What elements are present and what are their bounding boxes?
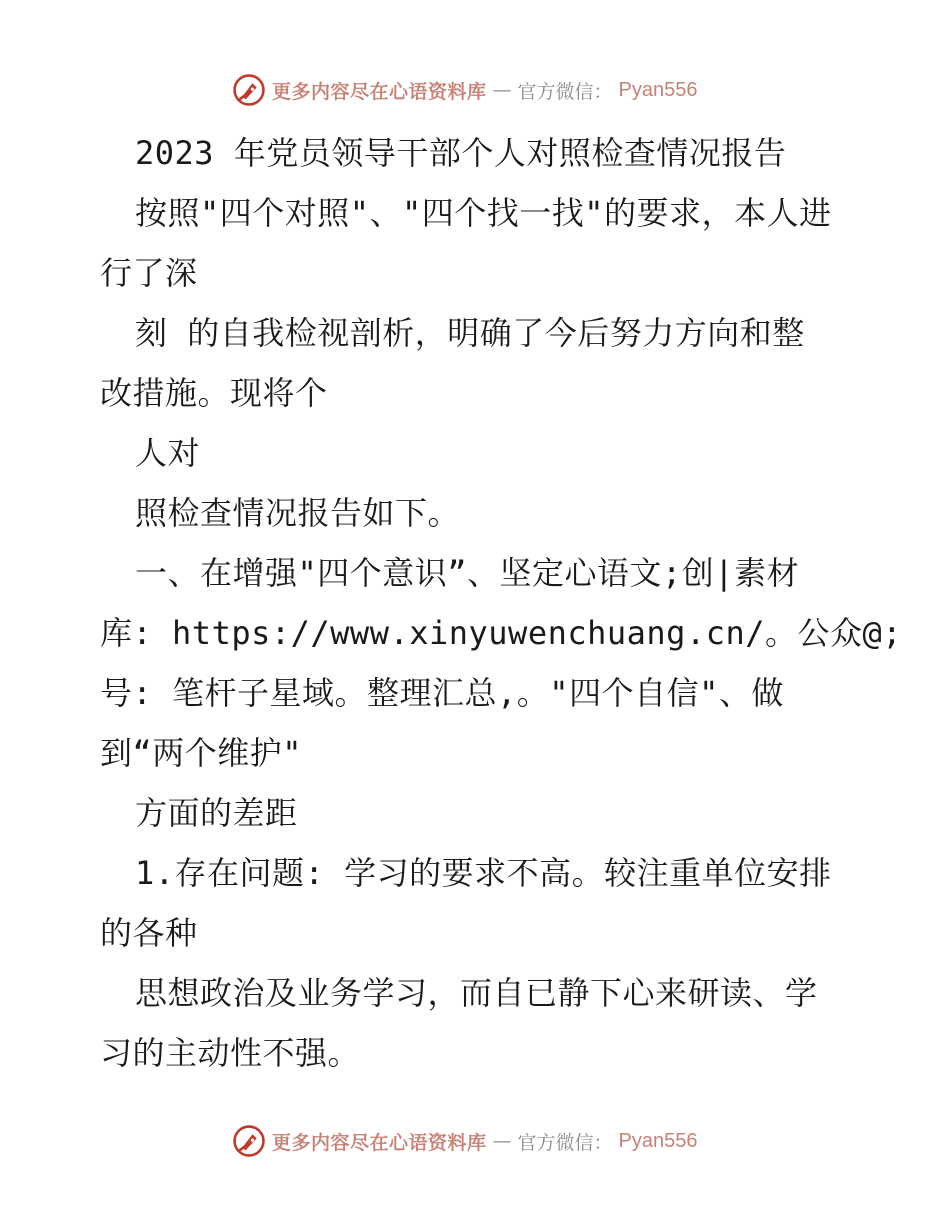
document-body — [100, 123, 903, 1083]
paragraph-line: 按照"四个对照"、"四个找一找"的要求，本人进 — [135, 194, 832, 232]
paragraph-line: 行了深 — [100, 254, 198, 292]
wechat-label: 官方微信： — [517, 1131, 613, 1154]
paragraph-line: 库: https://www.xinyuwenchuang.cn/。公众@; — [100, 614, 903, 652]
wechat-id: Pyan556 — [618, 78, 698, 101]
paragraph-line: 思想政治及业务学习，而自已静下心来研读、学 — [135, 974, 818, 1012]
paragraph-line: 习的主动性不强。 — [100, 1034, 361, 1072]
paragraph-line: 照检查情况报告如下。 — [135, 494, 461, 532]
paragraph-line: 方面的差距 — [135, 794, 298, 832]
wechat-id: Pyan556 — [618, 1129, 698, 1152]
site-name-text: 更多内容尽在心语资料库 — [272, 80, 487, 103]
paragraph-line: 刻 的自我检视剖析，明确了今后努力方向和整 — [135, 314, 805, 352]
pen-nib-logo-icon — [232, 73, 266, 107]
header-banner — [232, 72, 698, 108]
site-name-text: 更多内容尽在心语资料库 — [272, 1131, 487, 1154]
banner-dash: — — [492, 79, 512, 101]
footer-banner — [232, 1123, 698, 1159]
paragraph-line: 人对 — [135, 434, 201, 472]
wechat-label: 官方微信： — [517, 80, 613, 103]
paragraph-line: 到“两个维护" — [100, 734, 303, 772]
pen-nib-logo-icon — [232, 1124, 266, 1158]
document-title: 2023 年党员领导干部个人对照检查情况报告 — [135, 134, 787, 172]
paragraph-line: 的各种 — [100, 914, 198, 952]
paragraph-line: 改措施。现将个 — [100, 374, 328, 412]
paragraph-line: 号: 笔杆子星域。整理汇总,。"四个自信"、做 — [100, 674, 784, 712]
paragraph-line: 1.存在问题: 学习的要求不高。较注重单位安排 — [135, 854, 832, 892]
section-heading-line: 一、在增强"四个意识”、坚定心语文;创|素材 — [135, 554, 800, 592]
banner-dash: — — [492, 1130, 512, 1152]
